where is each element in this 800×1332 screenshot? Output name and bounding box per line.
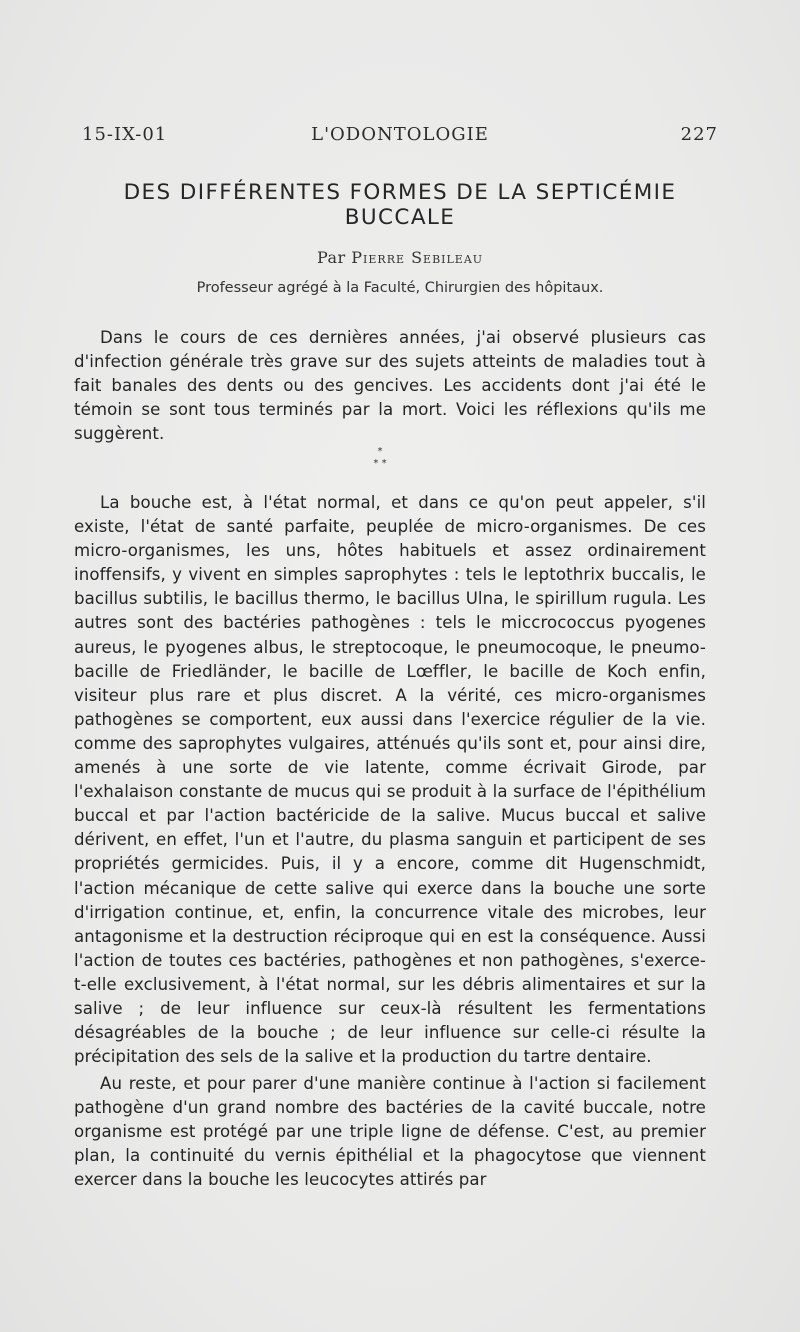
paragraph-3: Au reste, et pour parer d'une manière continue à l'action si facilement pathogène d'un grand nombre des bactéries de la cavité buccale, notre organisme est protégé par une triple ligne de défense. C'est, au premier plan, la continuité du vernis épithélial et la phagocytose que viennent exercer dans la bouche les leucocytes attirés par bbox=[74, 1074, 706, 1190]
running-head bbox=[82, 124, 718, 152]
asterism bbox=[340, 446, 420, 470]
asterism-top: * bbox=[377, 446, 383, 457]
paragraph-1-block bbox=[74, 326, 706, 446]
page-number: 227 bbox=[680, 124, 718, 145]
paragraph-1: Dans le cours de ces dernières années, j'ai observé plusieurs cas d'infection générale très grave sur des sujets atteints de maladies tout à fait banales des dents ou des gencives. Les accidents dont j'ai été le témoin se sont tous terminés par la mort. Voici les réflexions qu'ils me suggèrent. bbox=[74, 328, 706, 444]
asterism-bottom: * * bbox=[373, 458, 387, 469]
journal-title: L'ODONTOLOGIE bbox=[311, 124, 489, 145]
byline bbox=[60, 248, 740, 267]
paragraph-2: La bouche est, à l'état normal, et dans ce qu'on peut appeler, s'il existe, l'état de santé parfaite, peuplée de micro-organismes. De ces micro-organismes, les uns, hôtes habituels et assez ordinairement inoffensifs, y vivent en simples saprophytes : tels le leptothrix buccalis, le bacillus subtilis, le bacillus thermo, le bacillus Ulna, le spirillum rugula. Les autres sont des bactéries pathogènes : tels le miccrococcus pyogenes aureus, le pyogenes albus, le streptocoque, le pneumocoque, le pneumo-bacille de Friedländer, le bacille de Lœffler, le bacille de Koch enfin, visiteur plus rare et plus discret. A la vérité, ces micro-organismes pathogènes se comportent, eux aussi dans l'exercice régulier de la vie. comme des saprophytes vulgaires, atténués qu'ils sont et, pour ainsi dire, amenés à une sorte de vie latente, comme écrivait Girode, par l'exhalaison constante de mucus qui se produit à la surface de l'épithélium buccal et par l'action bactéricide de la salive. Mucus buccal et salive dérivent, en effet, l'un et l'autre, du plasma sanguin et participent de ses propriétés germicides. Puis, il y a encore, comme dit Hugenschmidt, l'action mécanique de cette salive qui exerce dans la bouche une sorte d'irrigation continue, et, enfin, la concurrence vitale des microbes, leur antagonisme et la destruction réciproque qui en est la conséquence. Aussi l'action de toutes ces bactéries, pathogènes et non pathogènes, s'exerce-t-elle exclusivement, à l'état normal, sur les débris alimentaires et sur la salive ; de leur influence sur ceux-là résultent les fermentations désagréables de la bouche ; de leur influence sur celle-ci résulte la précipitation des sels de la salive et la production du tartre dentaire. bbox=[74, 493, 706, 1067]
author-name: Pierre Sebileau bbox=[351, 248, 484, 267]
paragraph-2-block bbox=[74, 491, 706, 1069]
article-title-line-1: DES DIFFÉRENTES FORMES DE LA SEPTICÉMIE bbox=[123, 180, 677, 205]
author-affiliation: Professeur agrégé à la Faculté, Chirurgien des hôpitaux. bbox=[196, 280, 604, 296]
paragraph-3-block bbox=[74, 1072, 706, 1192]
article-title-line-2: BUCCALE bbox=[344, 205, 456, 230]
byline-prefix: Par bbox=[316, 248, 346, 267]
issue-date: 15-IX-01 bbox=[82, 124, 168, 145]
article-title bbox=[60, 180, 740, 230]
